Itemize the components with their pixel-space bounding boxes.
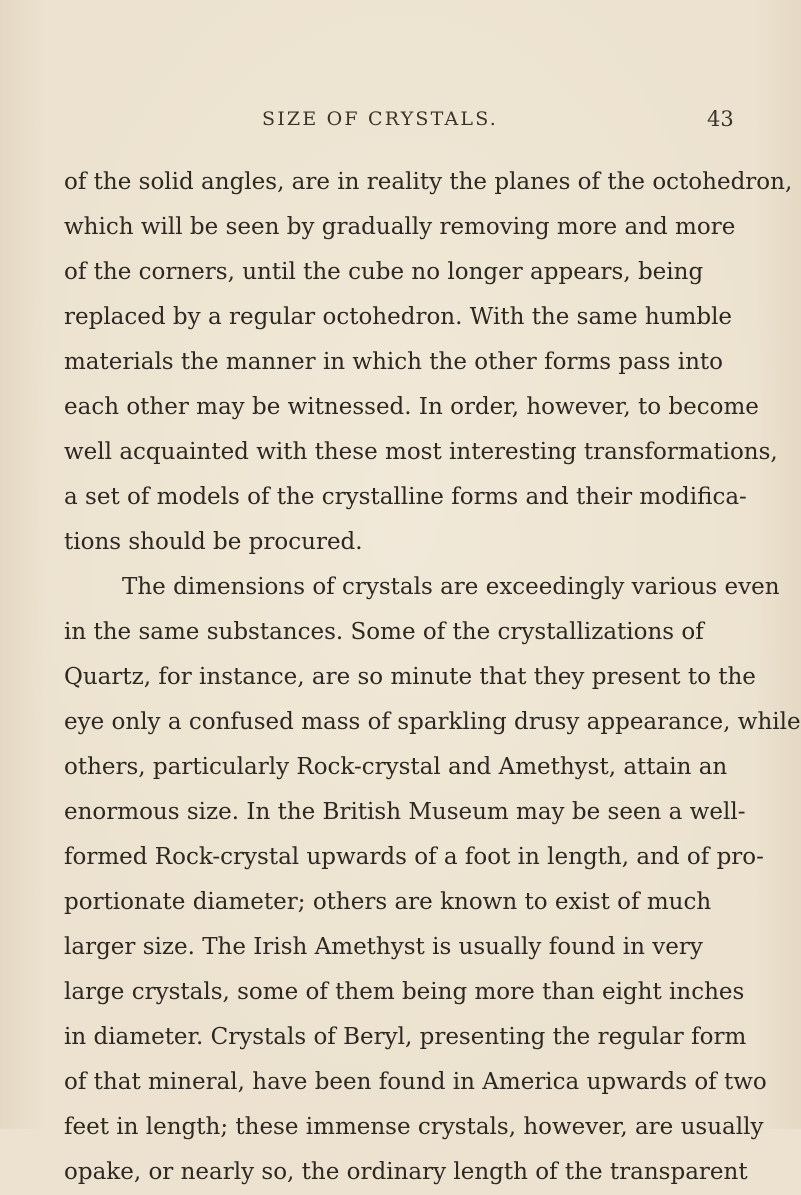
text-line: each other may be witnessed. In order, however, to become bbox=[64, 394, 759, 420]
running-head bbox=[0, 108, 801, 138]
text-line: of the solid angles, are in reality the planes of the octohedron, bbox=[64, 169, 793, 195]
text-line: which will be seen by gradually removing more and more bbox=[64, 214, 736, 240]
text-line: replaced by a regular octohedron. With the same humble bbox=[64, 304, 733, 330]
text-line: enormous size. In the British Museum may be seen a well- bbox=[64, 799, 746, 825]
text-line: in the same substances. Some of the crystallizations of bbox=[64, 619, 704, 645]
text-line: portionate diameter; others are known to exist of much bbox=[64, 889, 712, 915]
text-line: of the corners, until the cube no longer appears, being bbox=[64, 259, 704, 285]
text-line: a set of models of the crystalline forms and their modifica- bbox=[64, 484, 747, 510]
running-head-title: SIZE OF CRYSTALS. bbox=[262, 108, 499, 130]
text-line: formed Rock-crystal upwards of a foot in length, and of pro- bbox=[64, 844, 764, 870]
text-line: opake, or nearly so, the ordinary length of the transparent bbox=[64, 1159, 748, 1185]
text-line: of that mineral, have been found in America upwards of two bbox=[64, 1069, 767, 1095]
text-line: larger size. The Irish Amethyst is usually found in very bbox=[64, 934, 703, 960]
body-text bbox=[64, 160, 801, 1195]
text-line: in diameter. Crystals of Beryl, presenting the regular form bbox=[64, 1024, 747, 1050]
paragraph-end-line: tions should be procured. bbox=[64, 529, 363, 555]
text-line: others, particularly Rock-crystal and Amethyst, attain an bbox=[64, 754, 728, 780]
text-line: eye only a confused mass of sparkling drusy appearance, while bbox=[64, 709, 801, 735]
text-line: well acquainted with these most interesting transformations, bbox=[64, 439, 778, 465]
paragraph-start-line: The dimensions of crystals are exceedingly various even bbox=[122, 574, 780, 600]
text-line: large crystals, some of them being more than eight inches bbox=[64, 979, 745, 1005]
text-line: Quartz, for instance, are so minute that they present to the bbox=[64, 664, 756, 690]
text-line: materials the manner in which the other forms pass into bbox=[64, 349, 723, 375]
text-line: feet in length; these immense crystals, however, are usually bbox=[64, 1114, 764, 1140]
page-number: 43 bbox=[707, 107, 734, 131]
